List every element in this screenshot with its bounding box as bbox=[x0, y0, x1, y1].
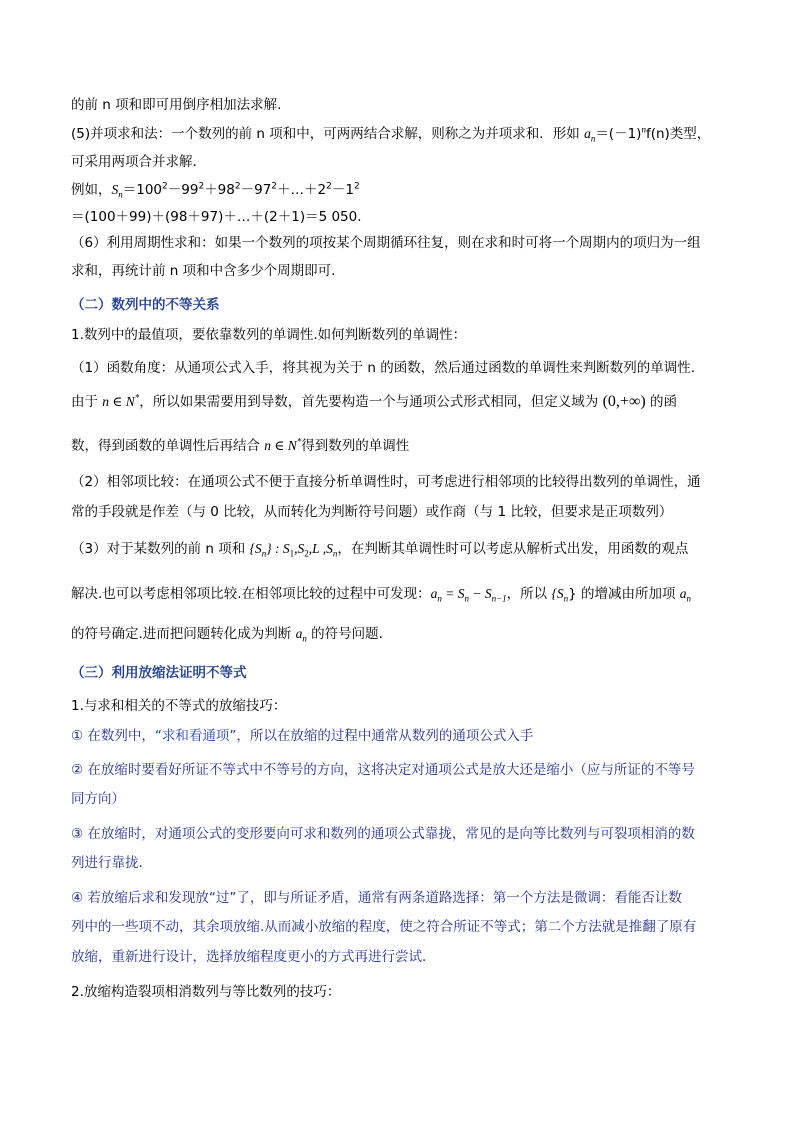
paragraph-merge-sum: (5)并项求和法：一个数列的前 n 项和中，可两两结合求解，则称之为并项求和．形如 $a_n=(-1)^nf(n)$类型， bbox=[71, 124, 711, 144]
text-line: 可采用两项合并求解． bbox=[71, 154, 206, 170]
text-line: 数，得到函数的单调性后再结合 n ∈ N*得到数列的单调性 bbox=[71, 436, 410, 454]
text-line: 的前 n 项和即可用倒序相加法求解． bbox=[71, 97, 291, 113]
list-item: ④ 若放缩后求和发现放“过”了，即与所证矛盾，通常有两条道路选择：第一个方法是微调：看能否让数 bbox=[71, 890, 682, 906]
section-heading-scaling: （三）利用放缩法证明不等式 bbox=[71, 665, 247, 681]
text-line: 2.放缩构造裂项相消数列与等比数列的技巧： bbox=[71, 984, 341, 1000]
text-line-domain: 由于 n ∈ N*，所以如果需要用到导数，首先要构造一个与通项公式形式相同，但定义域为 (0,+∞) 的函 bbox=[71, 392, 677, 410]
text-line: 1.与求和相关的不等式的放缩技巧： bbox=[71, 698, 287, 714]
list-item: ① 在数列中，“求和看通项”，所以在放缩的过程中通常从数列的通项公式入手 bbox=[71, 728, 534, 744]
list-item: ② 在放缩时要看好所证不等式中不等号的方向，这将决定对通项公式是放大还是缩小（应与所证的不等号 bbox=[71, 762, 695, 778]
text-line: （1）函数角度：从通项公式入手，将其视为关于 n 的函数，然后通过函数的单调性来判断数列的单调性. bbox=[71, 360, 696, 376]
formula-example: 例如，$S_n=100^2-99^2+98^2-97^2+\dots+2^2-1^2$ bbox=[71, 181, 360, 200]
formula-result: ＝(100＋99)＋(98＋97)＋…＋(2＋1)＝5 050. bbox=[71, 209, 362, 225]
text-line: （2）相邻项比较：在通项公式不便于直接分析单调性时，可考虑进行相邻项的比较得出数列的单调性，通 bbox=[71, 474, 701, 490]
text-line-adjacent: 解决.也可以考虑相邻项比较.在相邻项比较的过程中可发现：$a_n = S_n - S_{n-1}$，所以 $\{S_n\}$ 的增减由所加项 $a_n$ bbox=[71, 586, 692, 604]
text-line-partial-sum: （3）对于某数列的前 n 项和 $\{S_n\}$ : $S_1,S_2,L$ $,S_n$，在判断其单调性时可以考虑从解析式出发，用函数的观点 bbox=[71, 541, 689, 559]
text-line: 求和，再统计前 n 项和中含多少个周期即可. bbox=[71, 263, 336, 279]
list-item-continued: 放缩，重新进行设计，选择放缩程度更小的方式再进行尝试. bbox=[71, 949, 427, 965]
list-item-continued: 同方向） bbox=[71, 791, 125, 807]
text-line: （6）利用周期性求和：如果一个数列的项按某个周期循环往复，则在求和时可将一个周期内的项归为一组 bbox=[71, 235, 701, 251]
section-heading-inequality: （二）数列中的不等关系 bbox=[71, 297, 220, 313]
text-line: 常的手段就是作差（与 0 比较，从而转化为判断符号问题）或作商（与 1 比较，但要求是正项数列） bbox=[71, 504, 673, 520]
list-item-continued: 列进行靠拢. bbox=[71, 855, 143, 871]
text-line: 的符号确定.进而把问题转化成为判断 $a_n$ 的符号问题. bbox=[71, 626, 383, 644]
list-item: ③ 在放缩时，对通项公式的变形要向可求和数列的通项公式靠拢，常见的是向等比数列与可裂项相消的数 bbox=[71, 826, 695, 842]
list-item-continued: 列中的一些项不动，其余项放缩.从而减小放缩的程度，使之符合所证不等式；第二个方法就是推翻了原有 bbox=[71, 919, 697, 935]
text-line: 1.数列中的最值项，要依靠数列的单调性.如何判断数列的单调性： bbox=[71, 327, 467, 343]
